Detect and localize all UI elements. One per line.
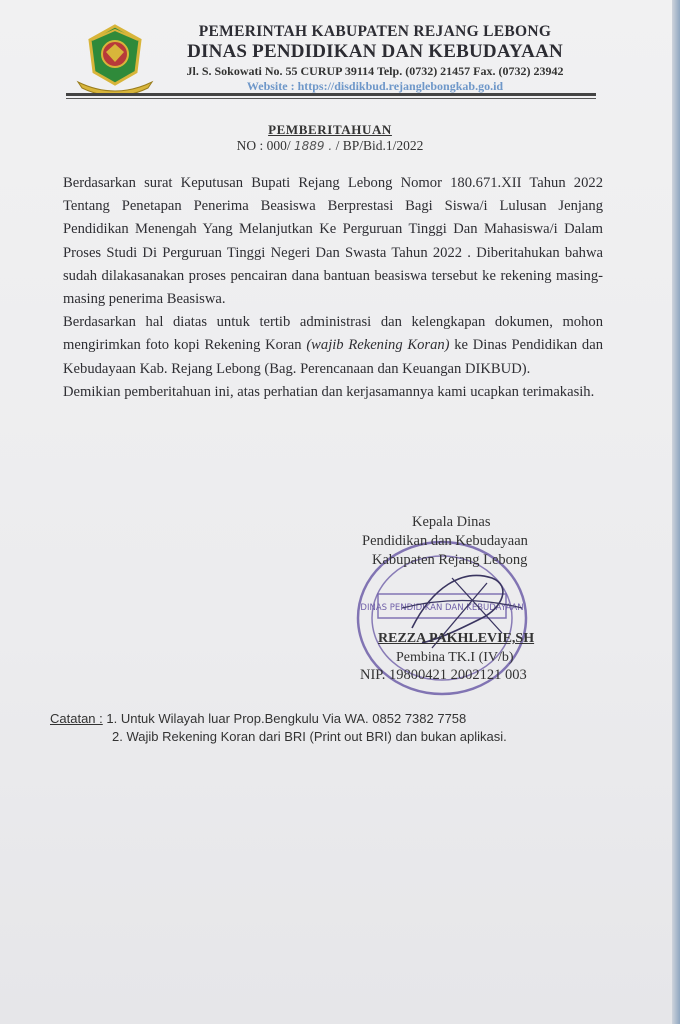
letter-number-prefix: NO : 000/ [236, 138, 295, 153]
letterhead-rule-thick [66, 93, 596, 96]
signer-rank: Pembina TK.I (IV/b) [396, 650, 514, 665]
letter-number [200, 138, 460, 154]
letterhead [150, 22, 600, 94]
letter-number-handwritten: 1889 . [294, 139, 333, 153]
government-name: PEMERINTAH KABUPATEN REJANG LEBONG [198, 23, 552, 40]
agency-name: DINAS PENDIDIKAN DAN KEBUDAYAAN [187, 41, 563, 62]
paragraph-2 [63, 311, 603, 381]
agency-website: Website : https://disdikbud.rejanglebongkab.go.id [246, 79, 504, 93]
signer-position: Kepala Dinas [412, 514, 491, 530]
paragraph-3: Demikian pemberitahuan ini, atas perhatian dan kerjasamannya kami ucapkan terimakasih. [63, 383, 595, 400]
letter-number-suffix: / BP/Bid.1/2022 [332, 138, 424, 153]
notes [50, 710, 507, 746]
paragraph-1: Berdasarkan surat Keputusan Bupati Rejang Lebong Nomor 180.671.XII Tahun 2022 Tentang Penetapan Penerima Beasiswa Berprestasi Bagi Siswa/i Lulusan Jenjang Pendidikan Menengah Yang Melanjutkan Ke Perguruan Tinggi Dan Mahasiswa/i Dalam Proses Studi Di Perguruan Tinggi Negeri Dan Swasta Tahun 2022 . Diberitahukan bahwa sudah dilakasanakan proses pencairan dana bantuan beasiswa tersebut ke rekening masing-masing penerima Beasiswa. [63, 175, 603, 308]
letter-title-block [200, 122, 460, 154]
notes-item-1: 1. Untuk Wilayah luar Prop.Bengkulu Via WA. 0852 7382 7758 [102, 711, 467, 726]
stamp-center-text: DINAS PENDIDIKAN DAN KEBUDAYAAN [360, 603, 524, 613]
paragraph-2-end: ke Dinas Pendidikan dan Kebudayaan Kab. Rejang Lebong (Bag. Perencanaan dan Keuangan DIKBUD). [63, 337, 603, 377]
signer-agency: Pendidikan dan Kebudayaan [362, 533, 528, 549]
regency-emblem-icon [72, 22, 158, 96]
notes-item-2: 2. Wajib Rekening Koran dari BRI (Print out BRI) dan bukan aplikasi. [112, 729, 507, 744]
letter-body [63, 172, 603, 404]
signer-nip: NIP. 19800421 2002121 003 [360, 667, 527, 683]
paragraph-2-start: Berdasarkan hal diatas untuk tertib administrasi dan kelengkapan dokumen, mohon mengirimkan foto kopi Rekening Koran [63, 314, 603, 354]
letter-title: PEMBERITAHUAN [268, 122, 392, 137]
notes-label: Catatan : [50, 711, 103, 726]
signature-block [352, 513, 582, 683]
letterhead-rule-thin [66, 98, 596, 99]
page-edge [672, 0, 680, 1024]
notes-row-1 [50, 710, 507, 728]
signer-region: Kabupaten Rejang Lebong [372, 552, 528, 568]
paragraph-2-emphasis: (wajib Rekening Koran) [306, 337, 450, 354]
agency-address: Jl. S. Sokowati No. 55 CURUP 39114 Telp. (0732) 21457 Fax. (0732) 23942 [186, 64, 564, 78]
signer-name: REZZA PAKHLEVIE,SH [378, 631, 535, 646]
